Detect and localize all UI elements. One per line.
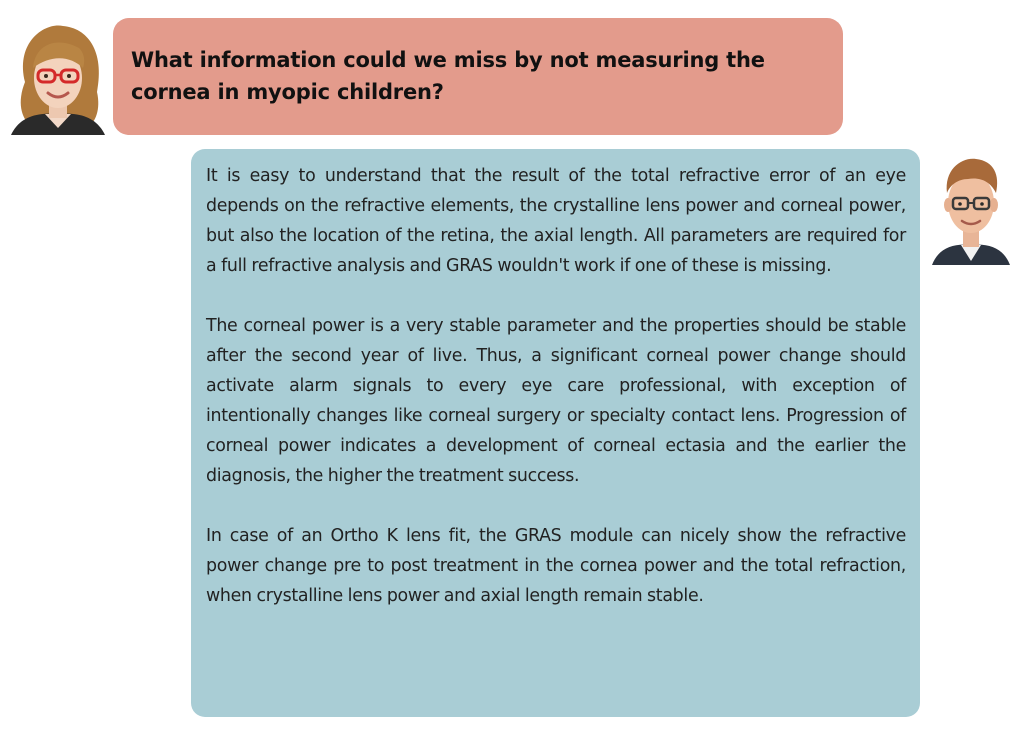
answerer-avatar — [928, 153, 1014, 265]
answer-paragraph-3: In case of an Ortho K lens fit, the GRAS module can nicely show the refractive power change pre to post treatment in the cornea power and the total refraction, when crystalline lens power and axial length remain stable. — [206, 526, 906, 606]
question-text: What information could we miss by not measuring the cornea in myopic children? — [131, 48, 765, 104]
male-portrait-icon — [928, 153, 1014, 265]
female-portrait-icon — [5, 22, 111, 135]
question-bubble — [113, 18, 843, 135]
questioner-avatar — [5, 22, 111, 135]
answer-bubble — [191, 149, 920, 717]
answer-paragraph-1: It is easy to understand that the result of the total refractive error of an eye depends on the refractive elements, the crystalline lens power and corneal power, but also the location of the retina, the axial length. All parameters are required for a full refractive analysis and GRAS wouldn't work if one of these is missing. — [206, 166, 906, 276]
answer-paragraph-2: The corneal power is a very stable parameter and the properties should be stable after the second year of live. Thus, a significant corneal power change should activate alarm signals to every eye care professional, with exception of intentionally changes like corneal surgery or specialty contact lens. Progression of corneal power indicates a development of corneal ectasia and the earlier the diagnosis, the higher the treatment success. — [206, 316, 906, 486]
